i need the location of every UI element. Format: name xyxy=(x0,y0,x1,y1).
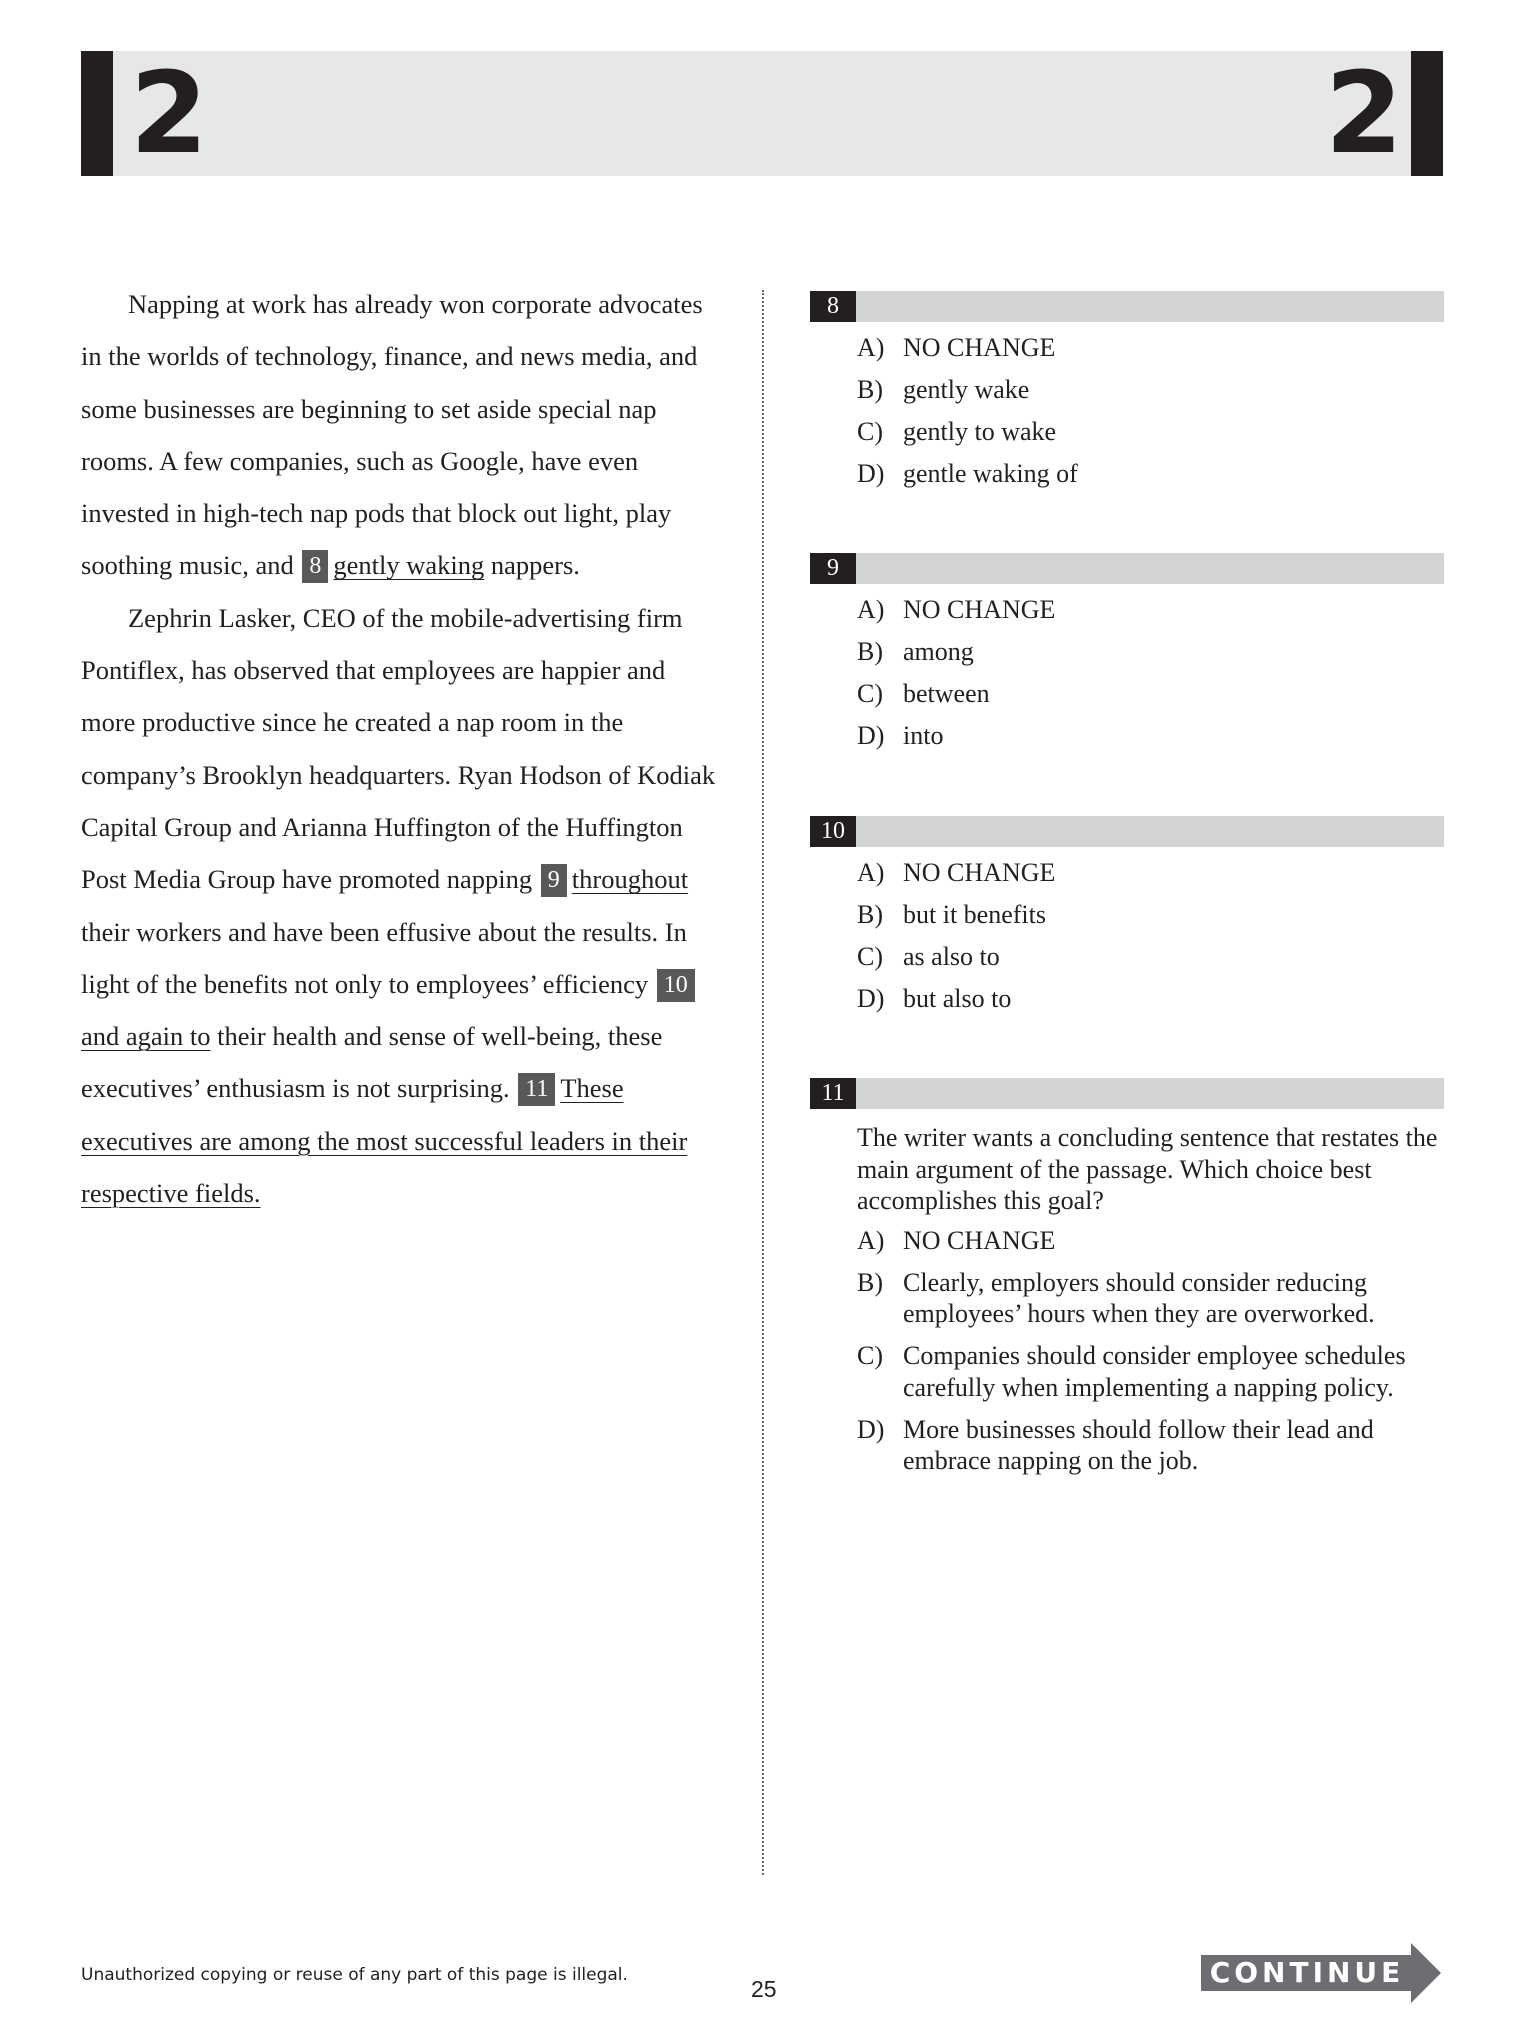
copyright-notice: Unauthorized copying or reuse of any part of this page is illegal. xyxy=(81,1965,628,1985)
choice-letter: B) xyxy=(857,637,883,666)
answer-choice-d[interactable] xyxy=(857,983,1444,1015)
choice-text: but also to xyxy=(903,984,1012,1013)
question-bar xyxy=(810,291,1444,322)
choice-text: gently to wake xyxy=(903,417,1057,446)
question-bar xyxy=(810,553,1444,584)
question-marker-9: 9 xyxy=(541,864,567,897)
passage-text: nappers. xyxy=(484,550,580,581)
reading-passage xyxy=(81,278,721,1219)
answer-choice-a[interactable] xyxy=(857,594,1444,626)
passage-text: Napping at work has already won corporate advocates in the worlds of technology, finance, and news media, and some businesses are beginning to set aside special nap rooms. A few companies, such as Google, have even invested in high-tech nap pods that block out light, play soothing music, and xyxy=(81,289,703,581)
choice-letter: D) xyxy=(857,984,885,1013)
choice-letter: B) xyxy=(857,375,883,404)
underlined-portion-8: gently waking xyxy=(333,550,485,581)
answer-choice-a[interactable] xyxy=(857,1225,1444,1257)
column-divider xyxy=(762,290,764,1875)
choice-text: NO CHANGE xyxy=(903,595,1056,624)
passage-text: their health and sense of well-being, these executives’ enthusiasm is not surprising. xyxy=(81,1021,663,1104)
question-number: 10 xyxy=(810,816,856,847)
question-bar xyxy=(810,1078,1444,1109)
answer-choice-d[interactable] xyxy=(857,1414,1444,1477)
question-10 xyxy=(810,816,1444,1025)
answer-choice-a[interactable] xyxy=(857,857,1444,889)
question-8 xyxy=(810,291,1444,500)
choice-text: as also to xyxy=(903,942,1000,971)
passage-paragraph-1 xyxy=(81,278,721,592)
choice-text: between xyxy=(903,679,990,708)
answer-choice-c[interactable] xyxy=(857,416,1444,448)
answer-choices xyxy=(857,857,1444,1015)
question-number: 8 xyxy=(810,291,856,322)
answer-choice-a[interactable] xyxy=(857,332,1444,364)
choice-letter: D) xyxy=(857,459,885,488)
question-9 xyxy=(810,553,1444,762)
passage-text: their workers and have been effusive about the results. In light of the benefits not only to employees’ efficiency xyxy=(81,916,687,999)
choice-letter: B) xyxy=(857,900,883,929)
choice-text: NO CHANGE xyxy=(903,333,1056,362)
question-marker-11: 11 xyxy=(518,1073,555,1106)
choice-text: gentle waking of xyxy=(903,459,1078,488)
choice-letter: A) xyxy=(857,1225,885,1255)
answer-choice-b[interactable] xyxy=(857,636,1444,668)
choice-letter: C) xyxy=(857,417,883,446)
passage-paragraph-2 xyxy=(81,592,721,1220)
section-header-bar-right xyxy=(1411,51,1443,176)
question-bar xyxy=(810,816,1444,847)
answer-choice-b[interactable] xyxy=(857,374,1444,406)
answer-choices xyxy=(857,594,1444,752)
choice-letter: C) xyxy=(857,1341,883,1370)
answer-choices xyxy=(857,332,1444,490)
choice-text: among xyxy=(903,637,974,666)
passage-text: Zephrin Lasker, CEO of the mobile-advertising firm Pontiflex, has observed that employees are happier and more productive since he created a nap room in the company’s Brooklyn headquarters. Ryan Hodson of Kodiak Capital Group and Arianna Huffington of the Huffington Post Media Group have promoted napping xyxy=(81,602,716,895)
choice-text: Companies should consider employee schedules carefully when implementing a napping policy. xyxy=(903,1341,1406,1402)
question-marker-10: 10 xyxy=(657,969,695,1002)
choice-text: More businesses should follow their lead and embrace napping on the job. xyxy=(903,1414,1374,1475)
section-number-left: 2 xyxy=(130,49,208,179)
choice-letter: D) xyxy=(857,721,885,750)
answer-choice-c[interactable] xyxy=(857,941,1444,973)
question-stem: The writer wants a concluding sentence that restates the main argument of the passage. Which choice best accomplishes this goal? xyxy=(857,1123,1438,1215)
question-marker-8: 8 xyxy=(302,550,328,583)
answer-choice-c[interactable] xyxy=(857,1340,1444,1403)
question-number: 11 xyxy=(810,1078,856,1109)
answer-choice-b[interactable] xyxy=(857,899,1444,931)
continue-button[interactable] xyxy=(1201,1943,1441,2003)
choice-letter: A) xyxy=(857,333,885,362)
answer-choice-c[interactable] xyxy=(857,678,1444,710)
choice-letter: B) xyxy=(857,1267,883,1297)
answer-choices xyxy=(857,1225,1444,1477)
choice-text: NO CHANGE xyxy=(903,858,1056,887)
choice-letter: A) xyxy=(857,858,885,887)
underlined-portion-9: throughout xyxy=(571,864,689,895)
choice-letter: D) xyxy=(857,1414,885,1444)
choice-letter: C) xyxy=(857,679,883,708)
choice-text: into xyxy=(903,721,944,750)
choice-text: Clearly, employers should consider reducing employees’ hours when they are overworked. xyxy=(903,1267,1375,1328)
section-header-bar-left xyxy=(81,51,113,176)
answer-choice-d[interactable] xyxy=(857,458,1444,490)
choice-text: NO CHANGE xyxy=(903,1225,1056,1255)
answer-choice-b[interactable] xyxy=(857,1267,1444,1330)
choice-letter: A) xyxy=(857,595,885,624)
section-header-band xyxy=(81,49,1443,179)
underlined-portion-11: These executives are among the most successful leaders in their respective fields. xyxy=(81,1073,688,1209)
question-11 xyxy=(810,1078,1444,1487)
continue-label: CONTINUE xyxy=(1209,1956,1405,1989)
section-number-right: 2 xyxy=(1325,49,1403,179)
choice-text: gently wake xyxy=(903,375,1030,404)
choice-text: but it benefits xyxy=(903,900,1046,929)
answer-choice-d[interactable] xyxy=(857,720,1444,752)
underlined-portion-10: and again to xyxy=(81,1021,211,1052)
choice-letter: C) xyxy=(857,942,883,971)
question-number: 9 xyxy=(810,553,856,584)
page-number: 25 xyxy=(751,1976,777,2002)
